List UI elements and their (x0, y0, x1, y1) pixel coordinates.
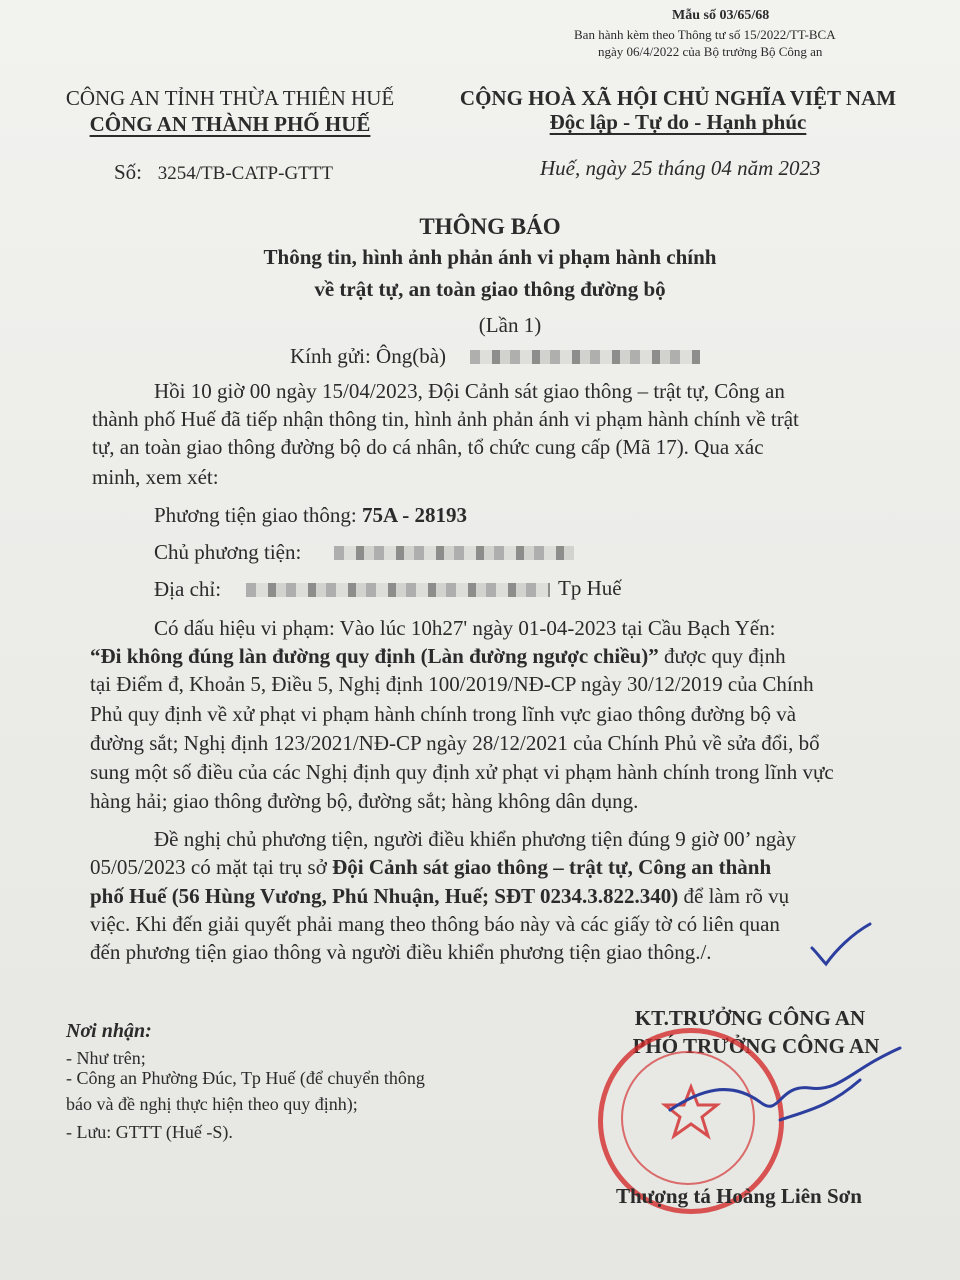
form-issued-line1: Ban hành kèm theo Thông tư số 15/2022/TT-BCA (574, 27, 836, 42)
document-number: Số: 3254/TB-CATP-GTTT (114, 160, 333, 184)
paragraph-1-line-2: thành phố Huế đã tiếp nhận thông tin, hình ảnh phản ánh vi phạm hành chính về trật (92, 407, 799, 431)
notice-subtitle-1: Thông tin, hình ảnh phản ánh vi phạm hành chính (263, 245, 717, 269)
recipient-2-line-2: báo và đề nghị thực hiện theo quy định); (66, 1094, 358, 1114)
paragraph-2-line-6: sung một số điều của các Nghị định quy định xử phạt vi phạm hành chính trong lĩnh vực (90, 760, 834, 784)
paragraph-2-line-1: Có dấu hiệu vi phạm: Vào lúc 10h27' ngày 01-04-2023 tại Cầu Bạch Yến: (154, 616, 776, 640)
owner-label: Chủ phương tiện: (154, 540, 302, 564)
paragraph-2-line-4: Phủ quy định về xử phạt vi phạm hành chính trong lĩnh vực giao thông đường bộ và (90, 702, 797, 726)
paragraph-1-line-3: tự, an toàn giao thông đường bộ do cá nhân, tổ chức cung cấp (Mã 17). Qua xác (92, 435, 764, 459)
paragraph-2-line-5: đường sắt; Nghị định 123/2021/NĐ-CP ngày 28/12/2021 của Chính Phủ về sửa đổi, bổ (90, 731, 820, 755)
paragraph-1-line-1: Hồi 10 giờ 00 ngày 15/04/2023, Đội Cảnh sát giao thông – trật tự, Công an (154, 379, 785, 403)
paragraph-2-line-3: tại Điểm đ, Khoản 5, Điều 5, Nghị định 100/2019/NĐ-CP ngày 30/12/2019 của Chính (90, 672, 814, 696)
signer-name: Thượng tá Hoàng Liên Sơn (616, 1184, 862, 1208)
pen-checkmark-icon (808, 920, 872, 968)
signature-title-1: KT.TRƯỞNG CÔNG AN (634, 1006, 866, 1030)
signature-title-2: PHÓ TRƯỞNG CÔNG AN (632, 1034, 880, 1058)
vehicle-plate: 75A - 28193 (361, 503, 467, 527)
paragraph-3-line-3: phố Huế (56 Hùng Vương, Phú Nhuận, Huế; SĐT 0234.3.822.340) để làm rõ vụ (90, 884, 790, 908)
handwritten-signature-icon (660, 1040, 910, 1150)
issuer-parent-org: CÔNG AN TỈNH THỪA THIÊN HUẾ (65, 86, 395, 110)
notice-issue-count: (Lần 1) (478, 313, 542, 337)
paragraph-3-line-1: Đề nghị chủ phương tiện, người điều khiển phương tiện đúng 9 giờ 00’ ngày (154, 827, 797, 851)
paragraph-3-line-5: đến phương tiện giao thông và người điều khiển phương tiện giao thông./. (90, 940, 712, 964)
notice-subtitle-2: về trật tự, an toàn giao thông đường bộ (314, 277, 666, 301)
recipient-3: - Lưu: GTTT (Huế -S). (66, 1122, 233, 1142)
paragraph-3-line-2: 05/05/2023 có mặt tại trụ sở Đội Cảnh sát giao thông – trật tự, Công an thành (90, 855, 772, 879)
state-name: CỘNG HOÀ XÃ HỘI CHỦ NGHĨA VIỆT NAM (459, 86, 897, 110)
recipient-2-line-1: - Công an Phường Đúc, Tp Huế (để chuyển thông (66, 1068, 425, 1088)
form-issued-line2: ngày 06/4/2022 của Bộ trưởng Bộ Công an (598, 44, 823, 59)
recipient-1: - Như trên; (66, 1048, 146, 1068)
paragraph-3-line-4: việc. Khi đến giải quyết phải mang theo thông báo này và các giấy tờ có liên quan (90, 912, 780, 936)
state-motto: Độc lập - Tự do - Hạnh phúc (549, 110, 807, 134)
paragraph-1-line-4: minh, xem xét: (92, 465, 219, 489)
paragraph-2-line-2: “Đi không đúng làn đường quy định (Làn đường ngược chiều)” được quy định (90, 644, 786, 668)
redacted-recipient-name (470, 350, 700, 364)
paragraph-2-line-7: hàng hải; giao thông đường bộ, đường sắt; hàng không dân dụng. (90, 789, 639, 813)
address-tail: Tp Huế (558, 576, 622, 600)
address-label: Địa chỉ: (154, 577, 222, 601)
salutation: Kính gửi: Ông(bà) (290, 344, 447, 368)
recipients-heading: Nơi nhận: (66, 1020, 152, 1042)
vehicle-line: Phương tiện giao thông: 75A - 28193 (154, 503, 467, 527)
form-number: Mẫu số 03/65/68 (672, 8, 770, 23)
issuer-org: CÔNG AN THÀNH PHỐ HUẾ (89, 112, 371, 136)
place-date: Huế, ngày 25 tháng 04 năm 2023 (540, 156, 821, 180)
notice-title: THÔNG BÁO (419, 214, 561, 239)
violation-description: “Đi không đúng làn đường quy định (Làn đường ngược chiều)” (90, 644, 659, 668)
redacted-address (246, 583, 550, 597)
redacted-owner-name (334, 546, 574, 560)
